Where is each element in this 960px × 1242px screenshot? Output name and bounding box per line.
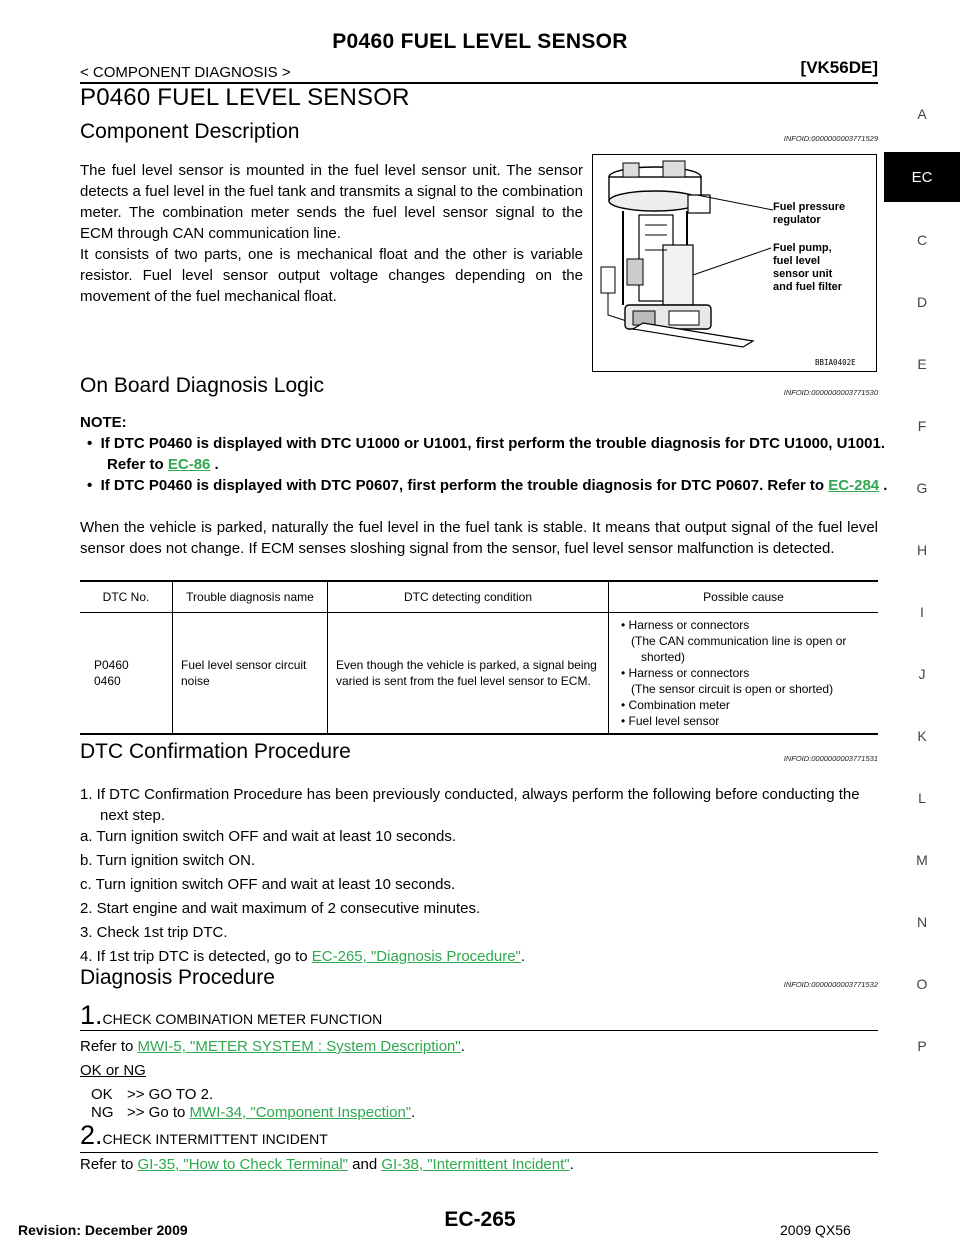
link-ec-86[interactable]: EC-86 bbox=[167, 456, 211, 473]
procedure-step: a. Turn ignition switch OFF and wait at least 10 seconds. bbox=[80, 828, 457, 845]
page-title: P0460 FUEL LEVEL SENSOR bbox=[80, 84, 410, 111]
note-item-2-text: If DTC P0460 is displayed with DTC P0607, first perform the trouble diagnosis for DTC P0607. Refer to bbox=[100, 477, 825, 494]
side-tab-f[interactable]: F bbox=[917, 418, 927, 434]
fuel-pump-unit-figure bbox=[592, 154, 877, 372]
step-2-refer: Refer to GI-35, "How to Check Terminal" and GI-38, "Intermittent Incident". bbox=[80, 1156, 574, 1173]
step-1-refer: Refer to MWI-5, "METER SYSTEM : System Description". bbox=[80, 1038, 465, 1055]
side-tab-ec-active[interactable]: EC bbox=[884, 152, 960, 202]
section-heading-diagnosis-procedure: Diagnosis Procedure bbox=[80, 966, 275, 989]
procedure-step: 4. If 1st trip DTC is detected, go to EC-265, "Diagnosis Procedure". bbox=[80, 948, 526, 965]
obd-logic-body: When the vehicle is parked, naturally the fuel level in the fuel tank is stable. It means that output signal of the fuel level sensor does not change. If ECM senses sloshing signal from the sensor, fuel level sensor malfunction is detected. bbox=[80, 519, 878, 557]
side-tab-g[interactable]: G bbox=[916, 480, 928, 496]
note-item-1-text: If DTC P0460 is displayed with DTC U1000 or U1001, first perform the trouble diagnosis for DTC U1000, U1001. Refer to bbox=[100, 435, 885, 473]
step-title: CHECK COMBINATION METER FUNCTION bbox=[102, 1011, 383, 1027]
ng-result: NG >> Go to MWI-34, "Component Inspection". bbox=[91, 1104, 416, 1121]
section-heading-component-description: Component Description bbox=[80, 120, 300, 143]
side-tab-k[interactable]: K bbox=[917, 728, 927, 744]
ok-result: OK >> GO TO 2. bbox=[91, 1086, 214, 1103]
side-tab-n[interactable]: N bbox=[916, 914, 928, 930]
note-label: NOTE: bbox=[80, 414, 127, 431]
running-header-title: P0460 FUEL LEVEL SENSOR bbox=[332, 30, 628, 53]
infoid: INFOID:0000000003771532 bbox=[783, 980, 878, 989]
list-item: • Fuel level sensor bbox=[621, 714, 720, 728]
col-header-possible-cause: Possible cause bbox=[609, 581, 879, 613]
side-tab-l[interactable]: L bbox=[918, 790, 926, 806]
side-tab-o[interactable]: O bbox=[916, 976, 928, 992]
component-description-paragraph-2: It consists of two parts, one is mechanical float and the other is variable resistor. Fuel level sensor output voltage changes depending on the movement of the fuel mechanical float. bbox=[80, 246, 583, 305]
link-gi-38[interactable]: GI-38, "Intermittent Incident" bbox=[381, 1156, 570, 1173]
cause-list bbox=[617, 617, 870, 729]
cell-dtc-no bbox=[80, 613, 173, 735]
diagnosis-step-2-heading bbox=[80, 1120, 878, 1153]
figure-callout-label-1: Fuel pressure regulator bbox=[773, 201, 846, 226]
side-tab-i[interactable]: I bbox=[920, 604, 924, 620]
section-heading-obd-logic: On Board Diagnosis Logic bbox=[80, 374, 324, 397]
step-title: CHECK INTERMITTENT INCIDENT bbox=[102, 1131, 328, 1147]
link-mwi-5[interactable]: MWI-5, "METER SYSTEM : System Description" bbox=[137, 1038, 461, 1055]
infoid: INFOID:0000000003771531 bbox=[783, 754, 878, 763]
side-tab-d[interactable]: D bbox=[916, 294, 928, 310]
list-item: • Harness or connectors bbox=[621, 618, 750, 632]
breadcrumb: < COMPONENT DIAGNOSIS > bbox=[80, 64, 291, 81]
side-tab-p[interactable]: P bbox=[917, 1038, 927, 1054]
procedure-step: 3. Check 1st trip DTC. bbox=[80, 924, 228, 941]
side-tab-m[interactable]: M bbox=[916, 852, 928, 868]
infoid: INFOID:0000000003771530 bbox=[783, 388, 878, 397]
dtc-table bbox=[80, 580, 878, 735]
figure-code: BBIA0402E bbox=[815, 358, 856, 367]
list-item: • Combination meter bbox=[621, 698, 730, 712]
list-item: (The CAN communication line is open or shorted) bbox=[631, 634, 847, 664]
side-tab-h[interactable]: H bbox=[916, 542, 928, 558]
section-heading-dtc-confirmation: DTC Confirmation Procedure bbox=[80, 740, 351, 763]
link-mwi-34[interactable]: MWI-34, "Component Inspection" bbox=[189, 1104, 412, 1121]
side-tab-c[interactable]: C bbox=[916, 232, 928, 248]
col-header-condition: DTC detecting condition bbox=[328, 581, 609, 613]
side-tab-a[interactable]: A bbox=[917, 106, 927, 122]
diagnosis-step-1-heading bbox=[80, 1000, 878, 1031]
figure-callout-label-2: Fuel pump, fuel level sensor unit and fuel filter bbox=[773, 242, 843, 293]
cell-trouble-name: Fuel level sensor circuit noise bbox=[173, 613, 328, 735]
procedure-step: c. Turn ignition switch OFF and wait at least 10 seconds. bbox=[80, 876, 456, 893]
component-description-paragraph-1: The fuel level sensor is mounted in the fuel level sensor unit. The sensor detects a fuel level in the fuel tank and transmits a signal to the combination meter. The combination meter sends the fuel level sensor signal to the ECM through CAN communication line. bbox=[80, 162, 583, 242]
footer-model: 2009 QX56 bbox=[780, 1222, 851, 1238]
footer-revision: Revision: December 2009 bbox=[18, 1222, 188, 1238]
side-tab-j[interactable]: J bbox=[918, 666, 926, 682]
fuel-pump-unit-illustration bbox=[593, 155, 876, 371]
dtc-code: P0460 bbox=[94, 658, 129, 672]
procedure-step: 1. If DTC Confirmation Procedure has been previously conducted, always perform the following before conducting the next step. bbox=[80, 786, 860, 824]
engine-code: [VK56DE] bbox=[800, 58, 878, 77]
procedure-step: b. Turn ignition switch ON. bbox=[80, 852, 256, 869]
cell-possible-cause bbox=[609, 613, 879, 735]
list-item: • Harness or connectors bbox=[621, 666, 750, 680]
link-ec-284[interactable]: EC-284 bbox=[828, 477, 880, 494]
cell-condition: Even though the vehicle is parked, a signal being varied is sent from the fuel level sensor to ECM. bbox=[328, 613, 609, 735]
link-gi-35[interactable]: GI-35, "How to Check Terminal" bbox=[137, 1156, 348, 1173]
note-item-1: • If DTC P0460 is displayed with DTC U1000 or U1001, first perform the trouble diagnosis for DTC U1000, U1001. Refer to EC-86 . bbox=[87, 435, 885, 473]
list-item: (The sensor circuit is open or shorted) bbox=[631, 682, 834, 696]
procedure-step: 2. Start engine and wait maximum of 2 consecutive minutes. bbox=[80, 900, 481, 917]
ok-or-ng-label: OK or NG bbox=[80, 1062, 146, 1079]
link-diagnosis-procedure[interactable]: EC-265, "Diagnosis Procedure" bbox=[311, 948, 521, 965]
dtc-code-short: 0460 bbox=[94, 674, 121, 688]
infoid: INFOID:0000000003771529 bbox=[783, 134, 878, 143]
footer-page-number: EC-265 bbox=[444, 1208, 516, 1231]
table-header-row bbox=[80, 581, 878, 613]
table-row bbox=[80, 613, 878, 735]
step-number: 1. bbox=[80, 1000, 103, 1030]
col-header-trouble-name: Trouble diagnosis name bbox=[173, 581, 328, 613]
note-item-2: • If DTC P0460 is displayed with DTC P0607, first perform the trouble diagnosis for DTC P0607. Refer to EC-284 . bbox=[87, 477, 888, 494]
step-number: 2. bbox=[80, 1120, 103, 1150]
side-tab-e[interactable]: E bbox=[917, 356, 927, 372]
col-header-dtc-no: DTC No. bbox=[80, 581, 173, 613]
